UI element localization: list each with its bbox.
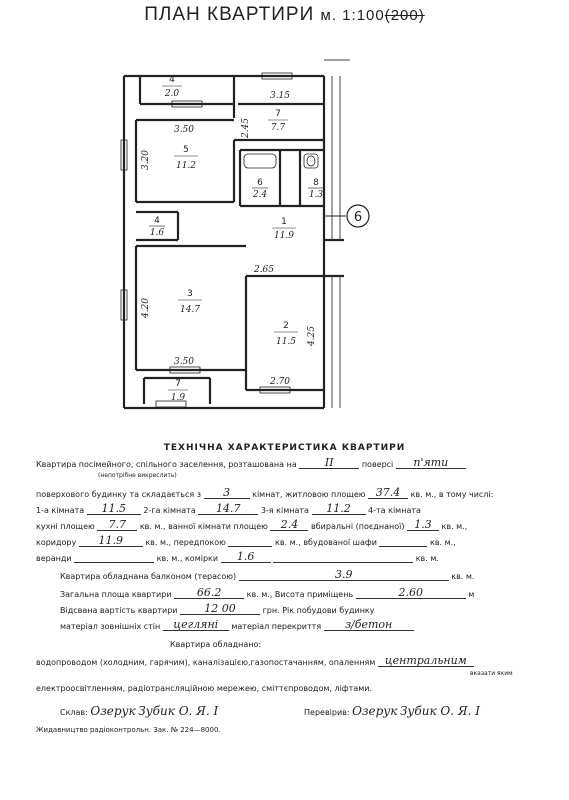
kitchen-value: 7.7 <box>97 520 137 531</box>
balcony-value: 3.9 <box>239 570 449 581</box>
spec-text: матеріал перекриття <box>231 622 322 631</box>
spec-line-5 <box>36 536 456 547</box>
room-num: 2 <box>283 321 289 331</box>
bath-value: 2.4 <box>270 520 308 531</box>
spec-line-8 <box>60 588 474 599</box>
dimension: 3.20 <box>141 149 151 171</box>
room-num: 4 <box>169 75 175 85</box>
living-area-value: 37.4 <box>368 488 408 499</box>
dimension: 4.25 <box>307 325 317 347</box>
spec-text: Загальна площа квартири <box>60 590 172 599</box>
room-num: 7 <box>275 109 281 119</box>
spec-text: матеріал зовнішніх стін <box>60 622 161 631</box>
scale-struck: (200) <box>384 7 425 24</box>
spec-text: кв. м., ванної кімнати площею <box>139 522 268 531</box>
compiled-name: Зубик О. Я. І <box>138 704 219 718</box>
spec-text: поверсі <box>361 460 394 469</box>
spec-line-2 <box>36 488 493 499</box>
room-num: 1 <box>281 217 287 227</box>
closet-value <box>379 546 427 547</box>
room-area: 14.7 <box>179 305 201 315</box>
spec-line-14 <box>60 704 218 718</box>
spec-line-3 <box>36 504 421 515</box>
plan-walls <box>124 76 344 408</box>
spec-line-11: Квартира обладнано: <box>170 640 262 649</box>
spec-text: кімнат, житловою площею <box>252 490 366 499</box>
spec-text: 2-га кімната <box>143 506 196 515</box>
page-title <box>0 4 569 26</box>
room-area: 2.4 <box>252 190 268 200</box>
wc-value: 1.3 <box>407 520 439 531</box>
checked-signature: Озерук <box>352 704 398 718</box>
dimension: 3.50 <box>173 125 195 135</box>
total-area-value: 66.2 <box>174 588 244 599</box>
walls-value: цегляні <box>163 620 229 631</box>
pantry-value: 1.6 <box>221 552 271 563</box>
dimension: 3.50 <box>173 357 195 367</box>
spec-line-4 <box>36 520 467 531</box>
room-num: 6 <box>257 178 263 188</box>
dimension: 4.20 <box>141 297 151 319</box>
floor-value: II <box>299 458 359 469</box>
dimension: 2.45 <box>241 117 251 139</box>
height-value: 2.60 <box>356 588 466 599</box>
spec-text: кв. м., <box>441 522 468 531</box>
dimension: 2.70 <box>269 377 291 387</box>
room-num: 5 <box>183 145 189 155</box>
spec-text: водопроводом (холодним, гарячим), каналізацією,газопостачанням, опаленням <box>36 658 376 667</box>
floors-total-value: п'яти <box>396 458 466 469</box>
room-num: 3 <box>187 289 193 299</box>
spec-text: кв. м., передпокою <box>145 538 226 547</box>
spec-text: кв. м., Висота приміщень <box>246 590 354 599</box>
spec-text: Склав: <box>60 708 88 717</box>
compiled-signature: Озерук <box>90 704 136 718</box>
room-num: 8 <box>313 178 319 188</box>
scale-text: м. 1:100 <box>320 7 385 24</box>
floor-plan <box>0 40 569 440</box>
spec-text: поверхового будинку та складається з <box>36 490 202 499</box>
stair-lines <box>324 60 350 408</box>
spec-text: грн. Рік побудови будинку <box>262 606 375 615</box>
rooms-value: 3 <box>204 488 250 499</box>
spec-text: 3-я кімната <box>260 506 309 515</box>
spec-text: коридору <box>36 538 77 547</box>
room-area: 11.2 <box>175 161 197 171</box>
spec-text: кв. м., вбудованої шафи <box>275 538 377 547</box>
spec-line-14b <box>304 704 480 718</box>
room-area: 1.3 <box>308 190 324 200</box>
room-num: 4 <box>154 216 160 226</box>
spec-line-6 <box>36 552 439 563</box>
spec-note: (непотрібне викреслить) <box>98 472 177 479</box>
spec-text: 1-а кімната <box>36 506 85 515</box>
ceiling-value: з/бетон <box>324 620 414 631</box>
spec-text: Квартира посімейного, спільного заселення, розташована на <box>36 460 297 469</box>
spec-line-7 <box>60 570 474 581</box>
heating-value: центральним <box>378 656 474 667</box>
room1-value: 11.5 <box>87 504 141 515</box>
spec-text: кв. м. <box>415 554 439 563</box>
spec-line-1 <box>36 458 466 469</box>
spec-line-10 <box>60 620 414 631</box>
room-area: 11.5 <box>275 337 297 347</box>
spec-text: вбиральні (поєднаної) <box>311 522 405 531</box>
spec-line-13: електроосвітленням, радіотрансляційною мережею, сміттєпроводом, ліфтами. <box>36 684 372 693</box>
spec-note: вказати яким <box>470 670 513 677</box>
spec-text: кв. м., в тому числі: <box>410 490 494 499</box>
spec-line-12 <box>36 656 474 667</box>
corridor-value: 11.9 <box>79 536 143 547</box>
room-area: 2.0 <box>164 89 180 99</box>
spec-text: Квартира обладнана балконом (терасою) <box>60 572 237 581</box>
spec-text: кв. м., комірки <box>156 554 219 563</box>
room-area: 11.9 <box>273 231 295 241</box>
spec-text: кухні площею <box>36 522 95 531</box>
room2-value: 14.7 <box>198 504 258 515</box>
spec-text: м <box>468 590 475 599</box>
spec-text: веранди <box>36 554 72 563</box>
title-text: ПЛАН КВАРТИРИ <box>144 4 315 25</box>
room-area: 7.7 <box>270 123 286 133</box>
room-num: 7 <box>175 379 181 389</box>
checked-name: Зубик О. Я. І <box>399 704 480 718</box>
hall-value <box>228 546 272 547</box>
spec-text: кв. м. <box>451 572 475 581</box>
blank-fill <box>273 562 413 563</box>
spec-text: 4-та кімната <box>368 506 421 515</box>
spec-text: Перевірив: <box>304 708 350 717</box>
axis-label: 6 <box>353 210 363 225</box>
dimension: 3.15 <box>269 91 291 101</box>
room-area: 1.6 <box>149 228 165 238</box>
spec-text: кв. м., <box>429 538 456 547</box>
room3-value: 11.2 <box>312 504 366 515</box>
dimension: 2.65 <box>253 265 275 275</box>
room-area: 1.9 <box>170 393 186 403</box>
section-title: ТЕХНІЧНА ХАРАКТЕРИСТИКА КВАРТИРИ <box>163 443 406 453</box>
spec-line-9 <box>60 604 374 615</box>
axis-marker <box>324 205 369 227</box>
spec-text: Відсвана вартість квартири <box>60 606 178 615</box>
veranda-value <box>74 562 154 563</box>
footer-text: Жидавництво радіоконтрольн. Зак. № 224—8000. <box>36 726 221 734</box>
value-value: 12 00 <box>180 604 260 615</box>
